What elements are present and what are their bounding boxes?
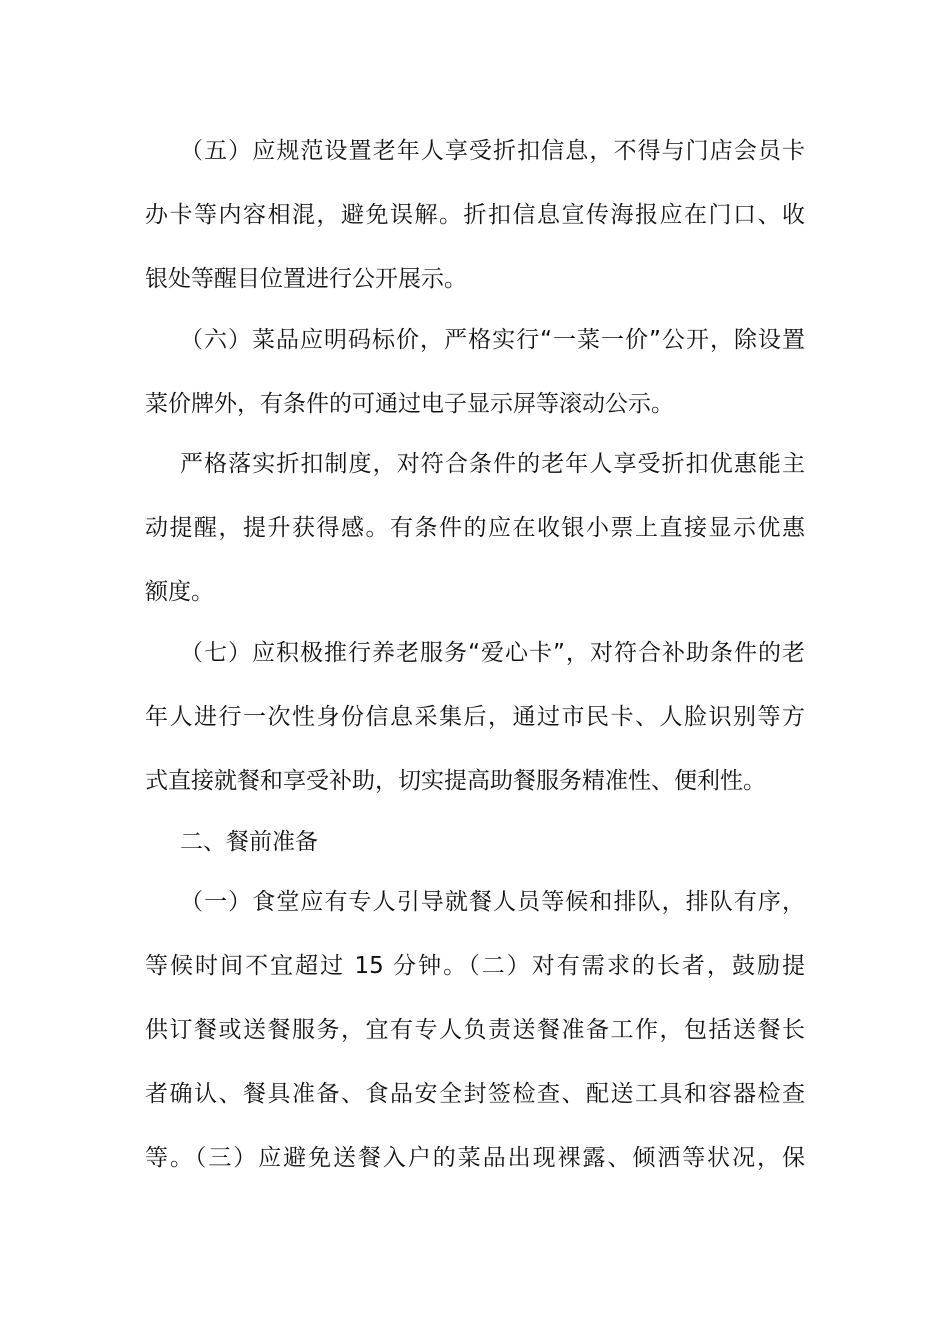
text-line-3: 银处等醒目位置进行公开展示。	[145, 266, 467, 292]
text-line-6: 严格落实折扣制度，对符合条件的老年人享受折扣优惠能主	[180, 451, 805, 477]
text-line-17: 等。（三）应避免送餐入户的菜品出现裸露、倾洒等状况，保	[145, 1145, 805, 1171]
text-line-15: 供订餐或送餐服务，宜有专人负责送餐准备工作，包括送餐长	[145, 1017, 805, 1043]
text-line-8: 额度。	[145, 579, 214, 605]
text-line-14: 等候时间不宜超过 15 分钟。（二）对有需求的长者，鼓励提	[145, 953, 805, 979]
text-line-7: 动提醒，提升获得感。有条件的应在收银小票上直接显示优惠	[145, 515, 805, 541]
text-line-16: 者确认、餐具准备、食品安全封签检查、配送工具和容器检查	[145, 1081, 805, 1107]
text-line-1: （五）应规范设置老年人享受折扣信息，不得与门店会员卡	[180, 138, 805, 164]
text-line-11: 式直接就餐和享受补助，切实提高助餐服务精准性、便利性。	[145, 768, 766, 794]
text-line-9: （七）应积极推行养老服务“爱心卡”，对符合补助条件的老	[180, 640, 805, 666]
text-line-10: 年人进行一次性身份信息采集后，通过市民卡、人脸识别等方	[145, 704, 805, 730]
text-line-13: （一）食堂应有专人引导就餐人员等候和排队，排队有序，	[180, 889, 805, 915]
text-line-5: 菜价牌外，有条件的可通过电子显示屏等滚动公示。	[145, 391, 674, 417]
section-heading: 二、餐前准备	[180, 829, 318, 855]
text-line-2: 办卡等内容相混，避免误解。折扣信息宣传海报应在门口、收	[145, 202, 805, 228]
text-line-4: （六）菜品应明码标价，严格实行“一菜一价”公开，除设置	[180, 327, 805, 353]
